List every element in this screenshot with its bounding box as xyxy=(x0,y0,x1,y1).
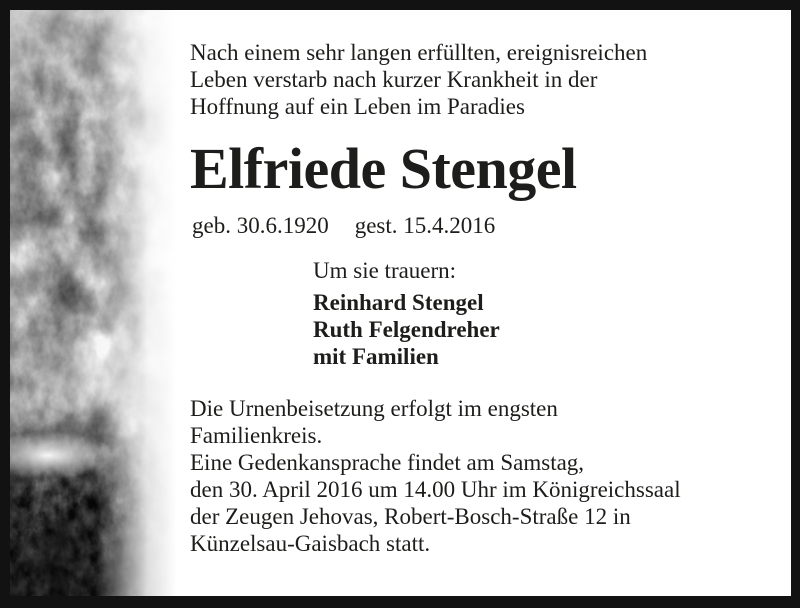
memorial-photo xyxy=(10,10,182,596)
mourner-name: mit Familien xyxy=(313,344,439,369)
details-line: Familienkreis. xyxy=(190,423,323,448)
intro-line: Hoffnung auf ein Leben im Paradies xyxy=(190,94,525,119)
intro-line: Nach einem sehr langen erfüllten, ereignisreichen xyxy=(190,40,648,65)
details-line: Eine Gedenkansprache findet am Samstag, xyxy=(190,450,585,475)
intro-text xyxy=(190,39,647,120)
birth-date: geb. 30.6.1920 xyxy=(192,213,329,238)
intro-line: Leben verstarb nach kurzer Krankheit in der xyxy=(190,67,598,92)
mourner-name: Ruth Felgendreher xyxy=(313,317,500,342)
details-line: Die Urnenbeisetzung erfolgt im engsten xyxy=(190,396,558,421)
notice-content xyxy=(190,10,787,596)
mourner-name: Reinhard Stengel xyxy=(313,290,484,315)
mourning-heading: Um sie trauern: xyxy=(313,258,457,283)
photo-light-overlay xyxy=(10,10,182,596)
details-line: der Zeugen Jehovas, Robert-Bosch-Straße 12 in xyxy=(190,504,631,529)
details-line: den 30. April 2016 um 14.00 Uhr im Königreichssaal xyxy=(190,477,681,502)
mourning-block xyxy=(313,257,500,370)
funeral-details xyxy=(190,395,681,557)
life-dates xyxy=(192,212,495,239)
deceased-name: Elfriede Stengel xyxy=(190,136,577,201)
death-date: gest. 15.4.2016 xyxy=(354,213,496,238)
details-line: Künzelsau-Gaisbach statt. xyxy=(190,531,431,556)
